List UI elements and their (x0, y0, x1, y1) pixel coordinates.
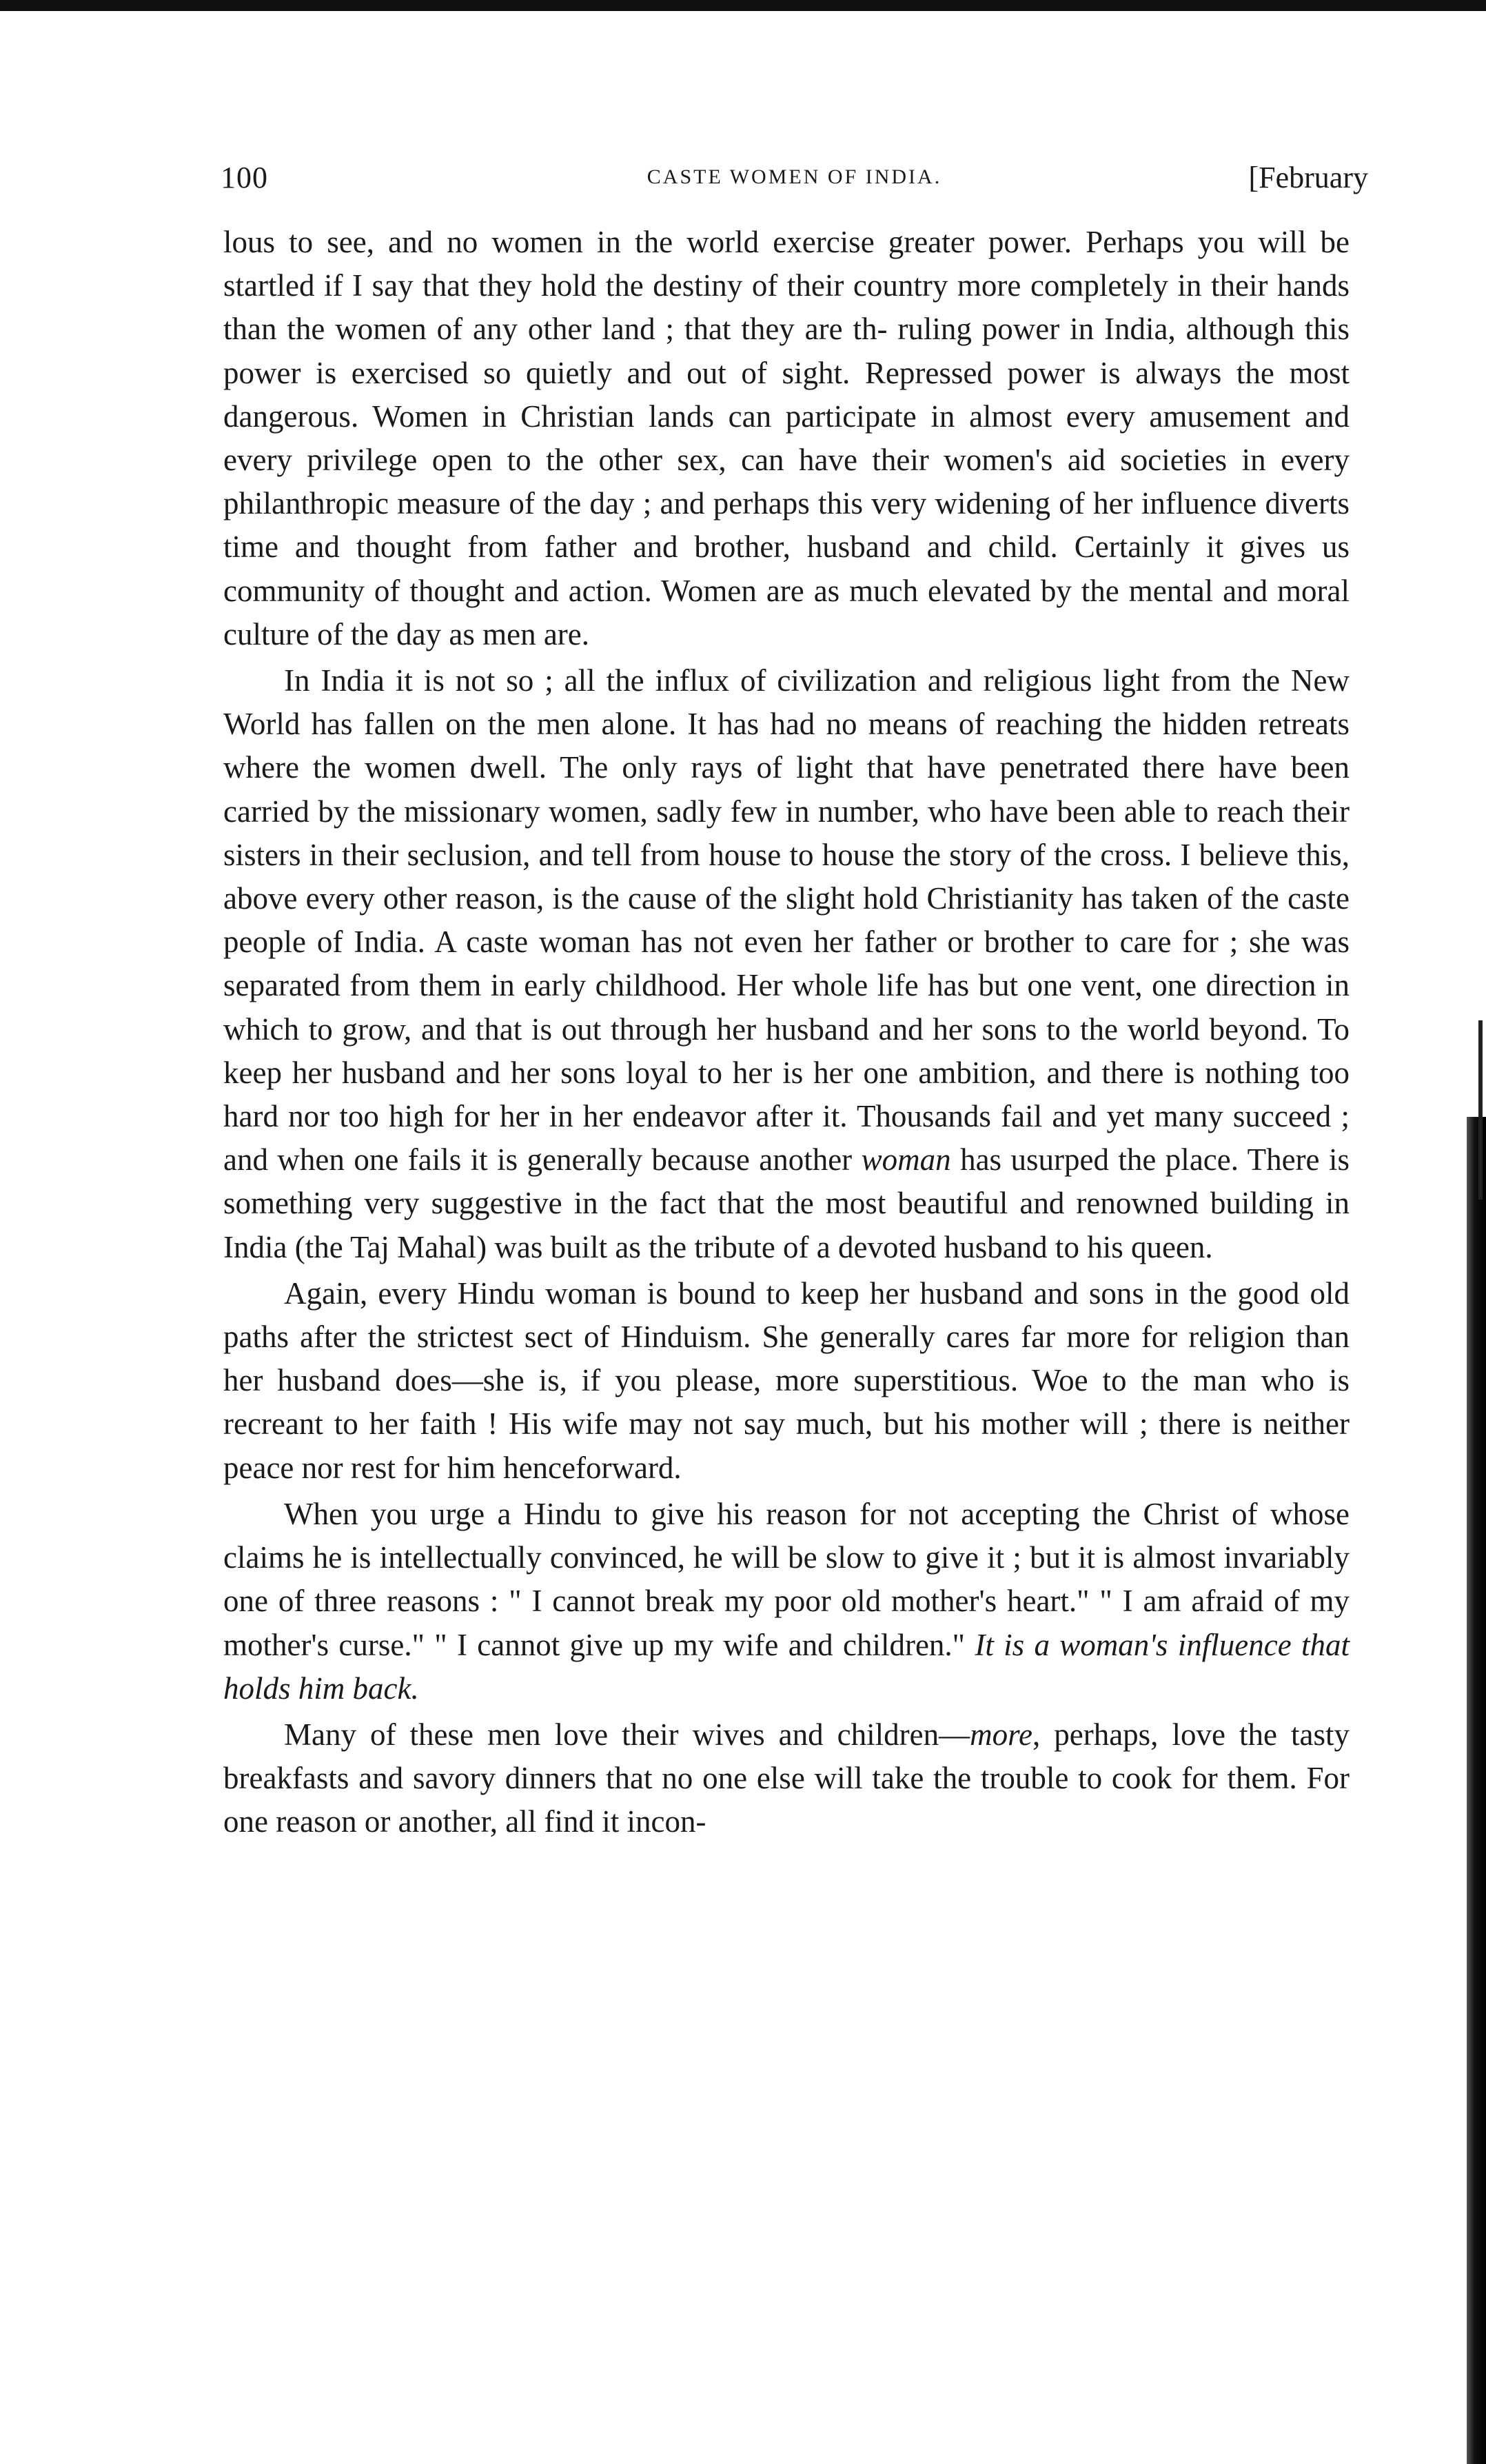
paragraph-5 (223, 1713, 1350, 1844)
paragraph-text: Many of these men love their wives and children— (284, 1717, 970, 1752)
paragraph-2 (223, 659, 1350, 1269)
paragraph-4 (223, 1493, 1350, 1710)
paragraph-text: In India it is not so ; all the influx of civilization and religious light from the New World has fallen on the men alone. It has had no means of reaching the hidden retreats where the women dwell. The only rays of light that have penetrated there have been carried by the missionary women, sadly few in number, who have been able to reach their sisters in their seclusion, and tell from house to house the story of the cross. I believe this, above every other reason, is the cause of the slight hold Christianity has taken of the caste people of India. A caste woman has not even her father or brother to care for ; she was separated from them in early childhood. Her whole life has but one vent, one direction in which to grow, and that is out through her husband and her sons to the world beyond. To keep her husband and her sons loyal to her is her one ambition, and there is nothing too hard nor too high for her in her endeavor after it. Thousands fail and yet many succeed ; and when one fails it is generally because another (223, 663, 1350, 1178)
right-scan-edge (1467, 1117, 1486, 2464)
italic-emphasis: more (970, 1717, 1032, 1752)
paragraph-text: lous to see, and no women in the world exercise greater power. Perhaps you will be startled if I say that they hold the destiny of their country more completely in their hands than the women of any other land ; that they are th- ruling power in India, although this power is exercised so quietly and out of sight. Repressed power is always the most dangerous. Women in Christian lands can participate in almost every amusement and every privilege open to the other sex, can have their women's aid societies in every philanthropic measure of the day ; and perhaps this very widening of her influence diverts time and thought from father and brother, husband and child. Certainly it gives us community of thought and action. Women are as much elevated by the mental and moral culture of the day as men are. (223, 225, 1350, 652)
page-number: 100 (221, 161, 268, 194)
paragraph-text: When you urge a Hindu to give his reason for not accepting the Christ of whose claims he is intellectually convinced, he will be slow to give it ; but it is almost invariably one of three reasons : " I cannot break my poor old mother's heart." " I am afraid of my mother's curse." " I cannot give up my wife and children." (223, 1496, 1350, 1662)
issue-month: [February (1248, 161, 1368, 194)
paragraph-3 (223, 1272, 1350, 1490)
running-title: CASTE WOMEN OF INDIA. (647, 165, 942, 188)
running-header (221, 160, 1368, 201)
paragraph-text: , perhaps, love the tasty breakfasts and savory dinners that no one else will take the trouble to cook for them. For one reason or another, all find it incon- (223, 1717, 1350, 1839)
right-scan-edge-line (1478, 1020, 1483, 1200)
italic-emphasis: It is a woman's influence that holds him back. (223, 1627, 1350, 1706)
top-scan-border (0, 0, 1486, 11)
italic-emphasis: woman (861, 1142, 951, 1178)
paragraph-1 (223, 221, 1350, 656)
paragraph-text: has usurped the place. There is something very suggestive in the fact that the most beautiful and renowned building in India (the Taj Mahal) was built as the tribute of a devoted husband to his queen. (223, 1142, 1350, 1264)
body-text (223, 221, 1350, 1844)
paragraph-text: Again, every Hindu woman is bound to keep her husband and sons in the good old paths after the strictest sect of Hinduism. She generally cares far more for religion than her husband does—she is, if you please, more superstitious. Woe to the man who is recreant to her faith ! His wife may not say much, but his mother will ; there is neither peace nor rest for him henceforward. (223, 1275, 1350, 1485)
